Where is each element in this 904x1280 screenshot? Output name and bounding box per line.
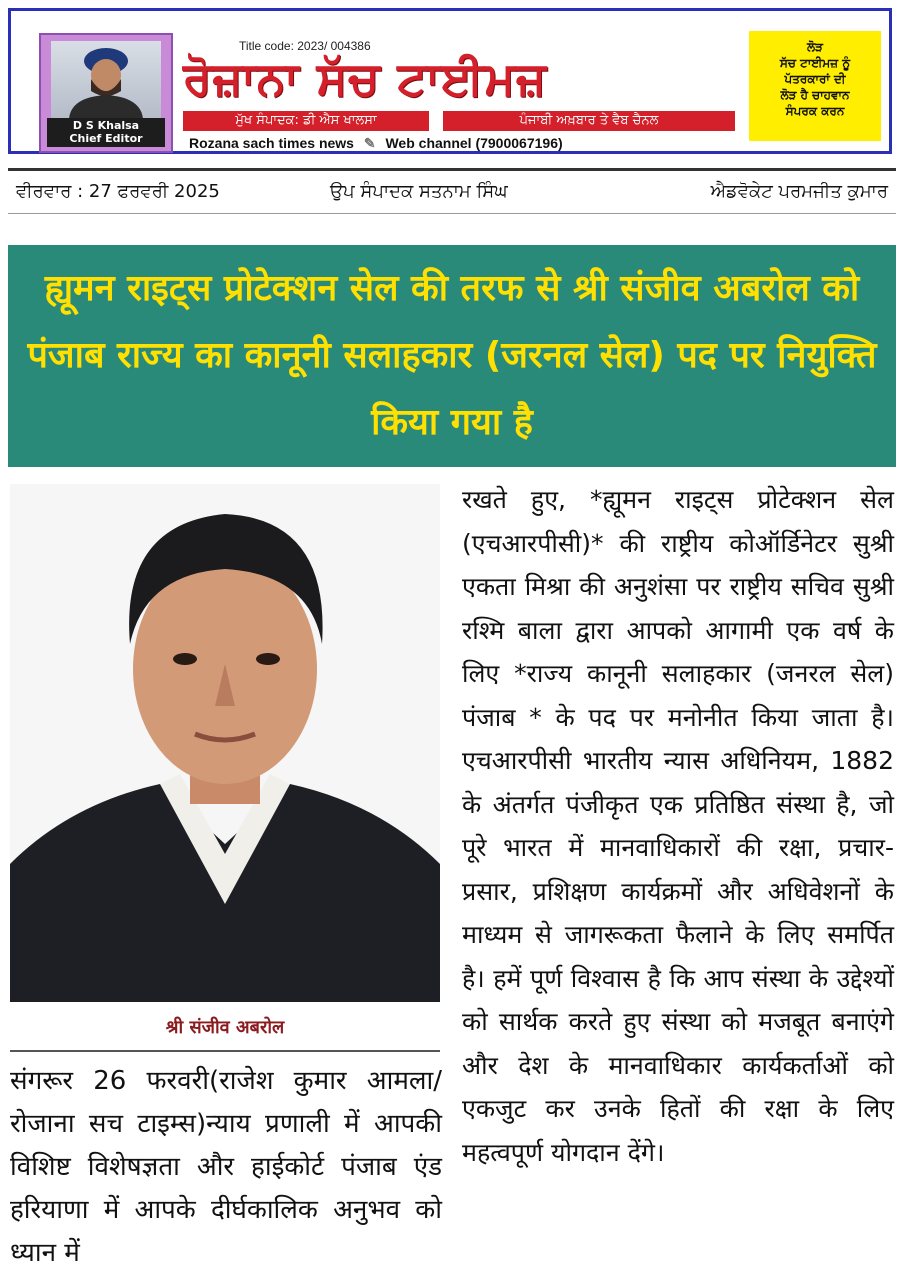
editor-photo xyxy=(51,41,161,119)
title-code: Title code: 2023/ 004386 xyxy=(239,39,371,53)
photo-caption: श्री संजीव अबरोल xyxy=(165,1017,285,1038)
masthead xyxy=(8,8,892,154)
chief-editor-bar: ਮੁੱਖ ਸੰਪਾਦਕ: ਡੀ ਐਸ ਖਾਲਸਾ xyxy=(183,111,429,131)
article-left-column: संगरूर 26 फरवरी(राजेश कुमार आमला/रोजाना सच टाइम्स)न्याय प्रणाली में आपकी विशिष्ट विशेषज्ञता और हाईकोर्ट पंजाब एंड हरियाणा में आपके दीर्घकालिक अनुभव को ध्यान में xyxy=(10,1066,442,1268)
paper-tagline-bar: ਪੰਜਾਬੀ ਅਖ਼ਬਾਰ ਤੇ ਵੈਬ ਚੈਨਲ xyxy=(443,111,735,131)
caption-divider xyxy=(10,1050,440,1052)
article-right-column: रखते हुए, *ह्यूमन राइट्स प्रोटेक्शन सेल (एचआरपीसी)* की राष्ट्रीय कोऑर्डिनेटर सुश्री एकता मिश्रा की अनुशंसा पर राष्ट्रीय सचिव सुश्री रश्मि बाला द्वारा आपको आगामी एक वर्ष के लिए *राज्य कानूनी सलाहकार (जनरल सेल) पंजाब * के पद पर मनोनीत किया जाता है। एचआरपीसी भारतीय न्यास अधिनियम, 1882 के अंतर्गत पंजीकृत एक प्रतिष्ठित संस्था है, जो पूरे भारत में मानवाधिकारों की रक्षा, प्रचार-प्रसार, प्रशिक्षण कार्यक्रमों और अधिवेशनों के माध्यम से जागरूकता फैलाने के लिए समर्पित है। हमें पूर्ण विश्वास है कि आप संस्था के उद्देश्यों को सार्थक करते हुए संस्था को मजबूत बनाएंगे और देश के मानवाधिकार कार्यकर्ताओं को एकजुट कर उनके हितों की रक्षा के लिए महत्वपूर्ण योगदान देंगे। xyxy=(462,485,894,1167)
advocate-name: ਐਡਵੋਕੇਟ ਪਰਮਜੀਤ ਕੁਮਾਰ xyxy=(710,181,888,202)
newspaper-name: ਰੋਜ਼ਾਨਾ ਸੱਚ ਟਾਈਮਜ਼ xyxy=(183,51,547,105)
sub-editor: ਉਪ ਸੰਪਾਦਕ ਸਤਨਾਮ ਸਿੰਘ xyxy=(330,181,508,202)
editor-caption: D S Khalsa Chief Editor xyxy=(47,118,165,147)
issue-date: ਵੀਰਵਾਰ : 27 ਫਰਵਰੀ 2025 xyxy=(16,181,220,202)
editor-photo-frame xyxy=(39,33,173,153)
editor-portrait-icon xyxy=(51,41,161,119)
person-photo xyxy=(10,484,440,1002)
news-name: Rozana sach times news xyxy=(189,135,354,151)
date-strip xyxy=(8,168,896,214)
pen-icon: ✎ xyxy=(363,135,376,151)
article-headline: ह्यूमन राइट्स प्रोटेक्शन सेल की तरफ से श्री संजीव अबरोल को पंजाब राज्य का कानूनी सलाहकार (जरनल सेल) पद पर नियुक्ति किया गया है xyxy=(8,245,896,467)
person-portrait-icon xyxy=(10,484,440,1002)
recruitment-ad: ਲੋੜ ਸੱਚ ਟਾਈਮਜ਼ ਨੂੰ ਪੱਤਰਕਾਰਾਂ ਦੀ ਲੋੜ ਹੈ ਚਾਹਵਾਨ ਸੰਪਰਕ ਕਰਨ xyxy=(749,31,881,141)
contact-line xyxy=(189,135,749,152)
web-channel: Web channel (7900067196) xyxy=(385,135,563,151)
